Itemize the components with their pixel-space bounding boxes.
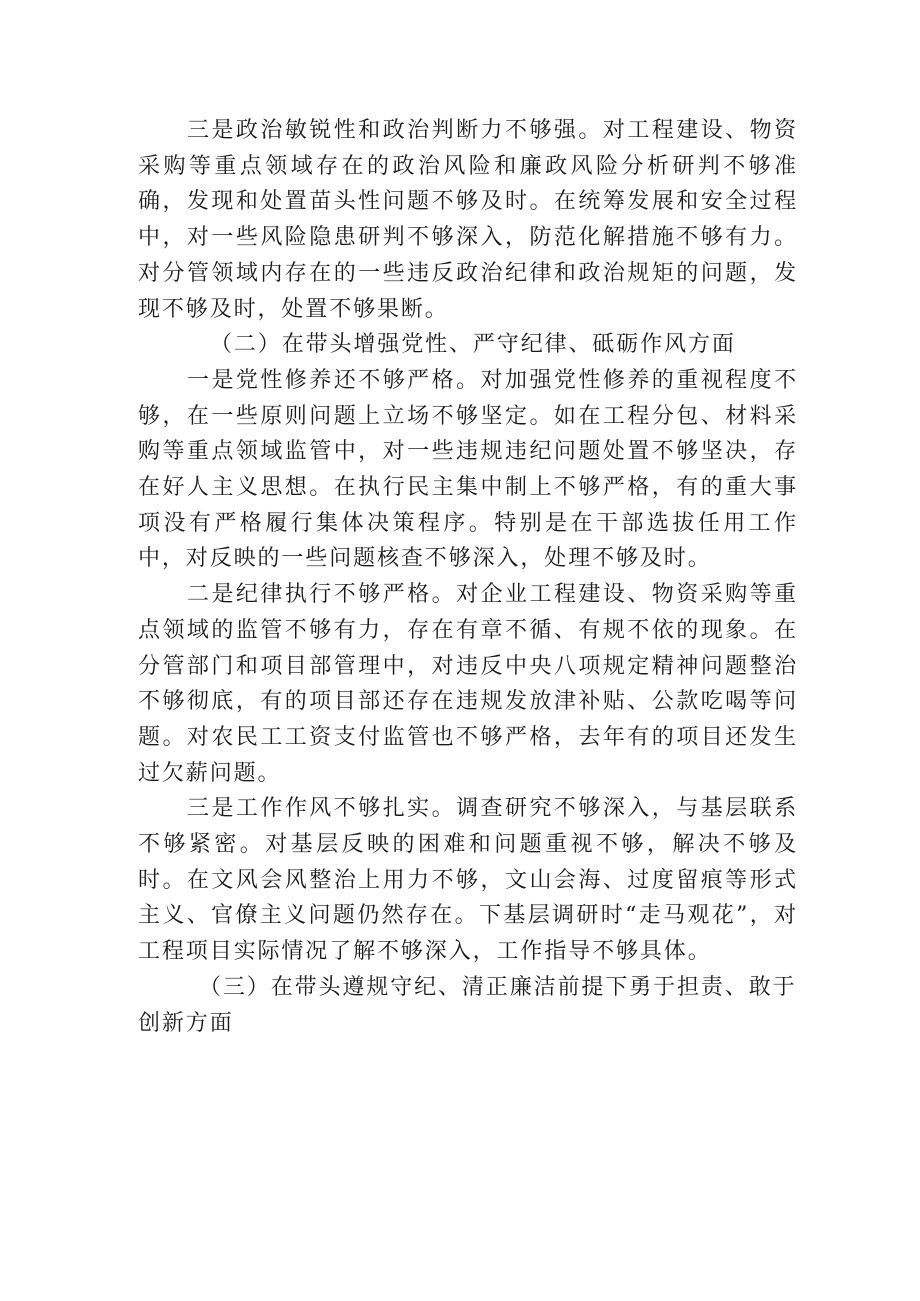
- paragraph-party-spirit: 一是党性修养还不够严格。对加强党性修养的重视程度不够，在一些原则问题上立场不够坚定。如在工程分包、材料采购等重点领域监管中，对一些违规违纪问题处置不够坚决，存在好人主义思想。在执行民主集中制上不够严格，有的重大事项没有严格履行集体决策程序。特别是在干部选拔任用工作中，对反映的一些问题核查不够深入，处理不够及时。: [138, 367, 798, 572]
- paragraph-work-style: 三是工作作风不够扎实。调查研究不够深入，与基层联系不够紧密。对基层反映的困难和问题重视不够，解决不够及时。在文风会风整治上用力不够，文山会海、过度留痕等形式主义、官僚主义问题仍然存在。下基层调研时“走马观花”，对工程项目实际情况了解不够深入，工作指导不够具体。: [138, 796, 798, 965]
- document-body: [138, 113, 798, 1041]
- paragraph-political-sensitivity: 三是政治敏锐性和政治判断力不够强。对工程建设、物资采购等重点领域存在的政治风险和廉政风险分析研判不够准确，发现和处置苗头性问题不够及时。在统筹发展和安全过程中，对一些风险隐患研判不够深入，防范化解措施不够有力。对分管领域内存在的一些违反政治纪律和政治规矩的问题，发现不够及时，处置不够果断。: [138, 118, 798, 322]
- paragraph-discipline: 二是纪律执行不够严格。对企业工程建设、物资采购等重点领域的监管不够有力，存在有章不循、有规不依的现象。在分管部门和项目部管理中，对违反中央八项规定精神问题整治不够彻底，有的项目部还存在违规发放津补贴、公款吃喝等问题。对农民工工资支付监管也不够严格，去年有的项目还发生过欠薪问题。: [138, 582, 798, 786]
- section-heading-2: （二）在带头增强党性、严守纪律、砥砺作风方面: [210, 332, 736, 358]
- section-heading-3: （三）在带头遵规守纪、清正廉洁前提下勇于担责、敢于创新方面: [138, 974, 797, 1036]
